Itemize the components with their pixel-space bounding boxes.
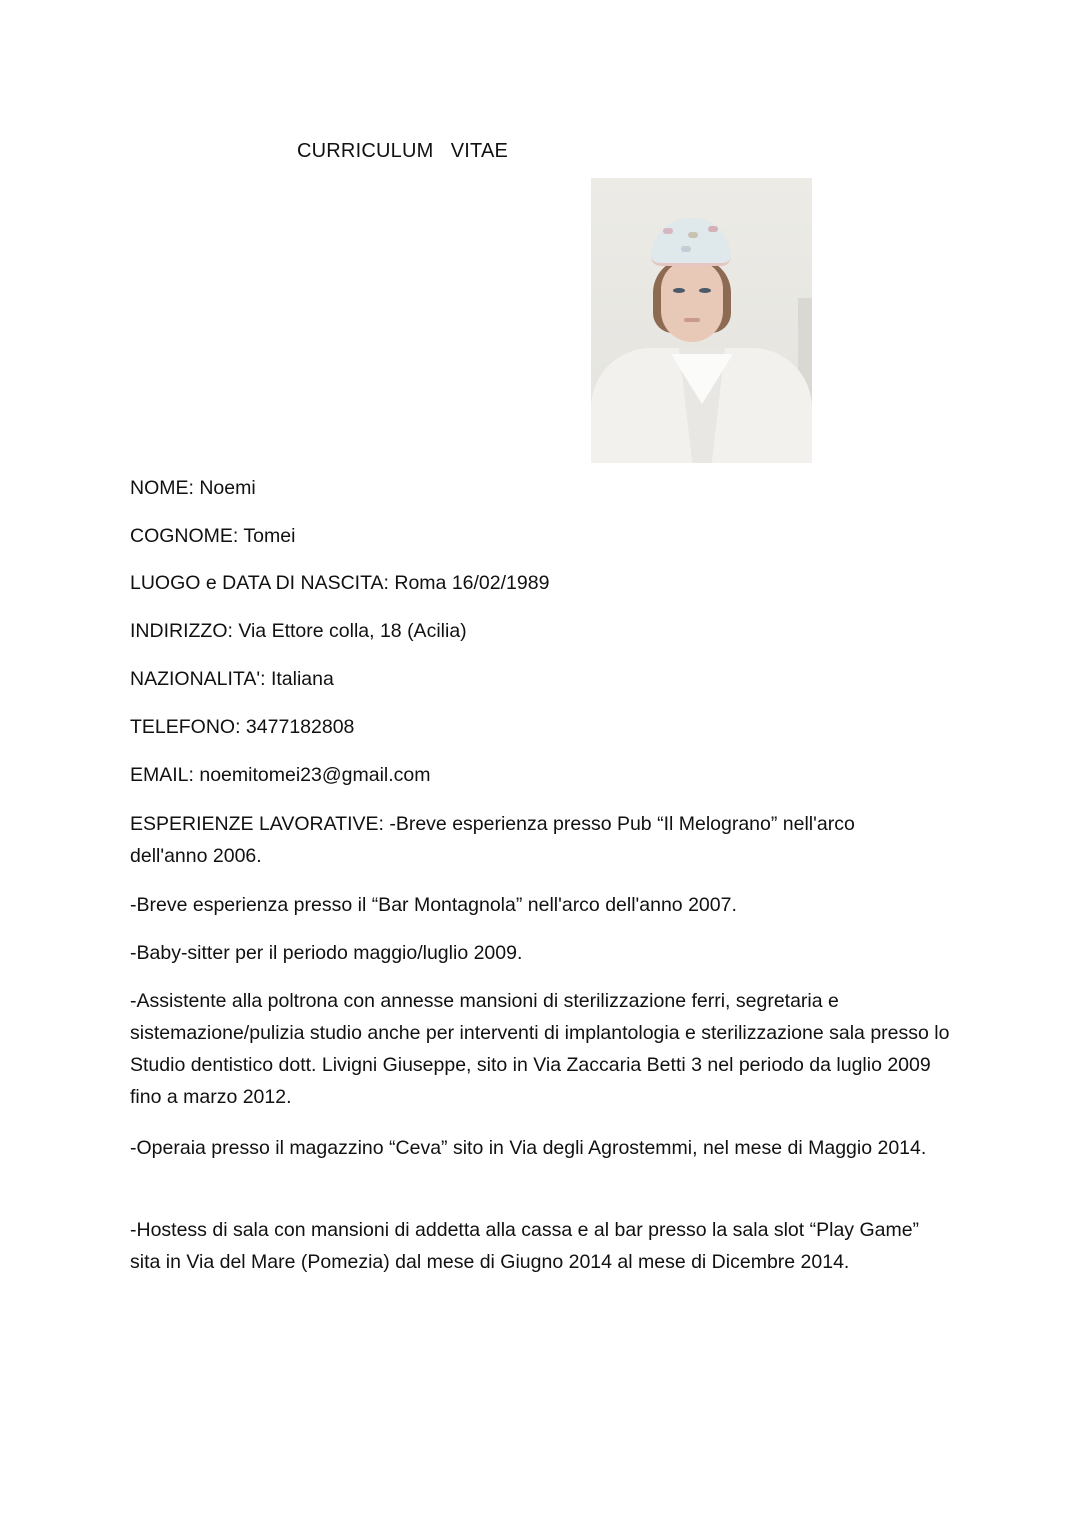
photo-lips (684, 318, 700, 322)
field-nome: NOME: Noemi (130, 477, 256, 499)
photo-surgical-cap (651, 218, 731, 266)
document-title: CURRICULUM VITAE (297, 140, 509, 162)
field-cognome: COGNOME: Tomei (130, 525, 296, 547)
field-nascita: LUOGO e DATA DI NASCITA: Roma 16/02/1989 (130, 572, 550, 594)
experience-item: ESPERIENZE LAVORATIVE: -Breve esperienza presso Pub “Il Melograno” nell'arco dell'anno 2006. (130, 813, 855, 867)
experience-item: -Assistente alla poltrona con annesse mansioni di sterilizzazione ferri, segretaria e sistemazione/pulizia studio anche per interventi di implantologia e sterilizzazione sala presso lo Studio dentistico dott. Livigni Giuseppe, sito in Via Zaccaria Betti 3 nel periodo da luglio 2009 fino a marzo 2012. (130, 990, 950, 1108)
field-nazionalita: NAZIONALITA': Italiana (130, 668, 334, 690)
photo-eye-left (673, 288, 685, 293)
profile-photo (591, 178, 812, 463)
photo-face (661, 260, 723, 342)
experience-item: -Hostess di sala con mansioni di addetta alla cassa e al bar presso la sala slot “Play Game” sita in Via del Mare (Pomezia) dal mese di Giugno 2014 al mese di Dicembre 2014. (130, 1219, 920, 1273)
field-telefono: TELEFONO: 3477182808 (130, 716, 355, 738)
field-email: EMAIL: noemitomei23@gmail.com (130, 764, 431, 786)
experience-item: -Baby-sitter per il periodo maggio/luglio 2009. (130, 942, 523, 964)
experience-item: -Operaia presso il magazzino “Ceva” sito in Via degli Agrostemmi, nel mese di Maggio 2014. (130, 1137, 927, 1159)
experience-item: -Breve esperienza presso il “Bar Montagnola” nell'arco dell'anno 2007. (130, 894, 737, 916)
field-indirizzo: INDIRIZZO: Via Ettore colla, 18 (Acilia) (130, 620, 467, 642)
photo-eye-right (699, 288, 711, 293)
